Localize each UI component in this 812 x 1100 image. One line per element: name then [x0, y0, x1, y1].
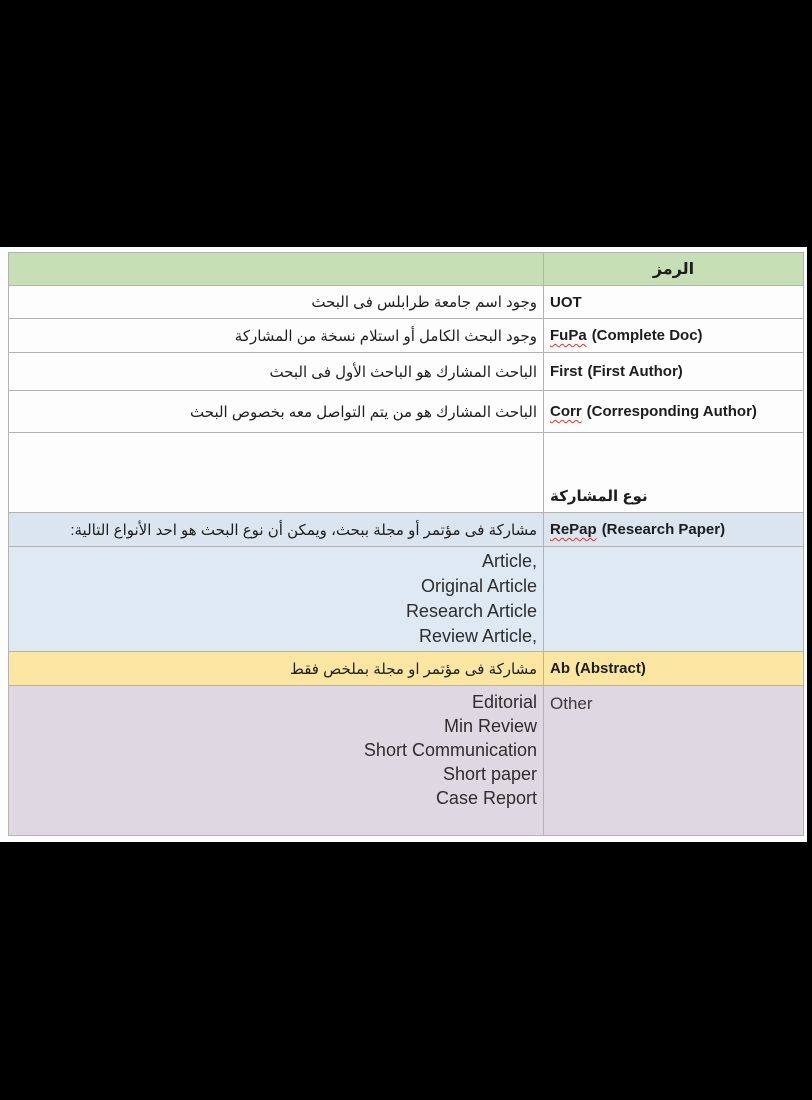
header-code-cell: [544, 253, 804, 286]
code-cell-uot: [544, 286, 804, 319]
other-type-item: Short Communication: [363, 740, 537, 760]
header-row: [9, 253, 804, 286]
desc-cell-repap: [9, 513, 544, 547]
arabic-desc-fupa: وجود البحث الكامل أو استلام نسخة من المشاركة: [234, 327, 537, 345]
desc-cell-other: [9, 686, 544, 836]
desc-cell-uot: [9, 286, 544, 319]
desc-cell-article-types: [9, 547, 544, 652]
header-code-label: الرمز: [652, 261, 695, 278]
code-repap: RePap: [550, 521, 597, 538]
code-cell-article-types: [544, 547, 804, 652]
code-cell-corr: [544, 391, 804, 433]
desc-cell-fupa: [9, 319, 544, 353]
header-desc-cell: [9, 253, 544, 286]
arabic-desc-corr: الباحث المشارك هو من يتم التواصل معه بخصوص البحث: [190, 403, 537, 421]
arabic-desc-uot: وجود اسم جامعة طرابلس فى البحث: [311, 294, 537, 311]
code-corr-desc: (Corresponding Author): [586, 403, 757, 420]
code-first: First: [550, 363, 583, 380]
arabic-desc-first: الباحث المشارك هو الباحث الأول فى البحث: [269, 363, 537, 381]
other-type-item: Short paper: [442, 764, 537, 784]
code-fupa: FuPa: [550, 327, 587, 344]
row-other: [9, 686, 804, 836]
code-cell-repap: [544, 513, 804, 547]
desc-cell-abstract: [9, 652, 544, 686]
code-fupa-desc: (Complete Doc): [591, 327, 703, 344]
code-cell-abstract: [544, 652, 804, 686]
code-repap-desc: (Research Paper): [601, 521, 726, 538]
row-fupa: [9, 319, 804, 353]
other-type-item: Min Review: [443, 716, 537, 736]
code-first-desc: (First Author): [587, 363, 683, 380]
code-cell-participation-type: [544, 433, 804, 513]
row-article-types: [9, 547, 804, 652]
slide-canvas: [0, 247, 807, 842]
participation-type-label: نوع المشاركة: [550, 488, 648, 505]
code-abstract-desc: (Abstract): [575, 660, 646, 677]
article-type-item: Research Article: [405, 601, 537, 621]
desc-cell-participation-type: [9, 433, 544, 513]
article-type-item: Article,: [481, 551, 537, 571]
arabic-desc-abstract: مشاركة فى مؤتمر او مجلة بملخص فقط: [289, 660, 537, 678]
row-abstract: [9, 652, 804, 686]
other-type-item: Case Report: [435, 788, 537, 808]
code-cell-other: [544, 686, 804, 836]
row-first: [9, 353, 804, 391]
code-cell-fupa: [544, 319, 804, 353]
row-corr: [9, 391, 804, 433]
article-type-item: Review Article,: [418, 626, 537, 646]
code-cell-first: [544, 353, 804, 391]
arabic-desc-repap: مشاركة فى مؤتمر أو مجلة ببحث، ويمكن أن نوع البحث هو احد الأنواع التالية:: [70, 521, 537, 539]
row-uot: [9, 286, 804, 319]
other-type-item: Editorial: [471, 692, 537, 712]
code-abstract: Ab: [550, 660, 570, 677]
code-uot: UOT: [550, 293, 582, 311]
desc-cell-corr: [9, 391, 544, 433]
codes-table: [8, 252, 804, 836]
code-other: Other: [550, 694, 593, 713]
code-corr: Corr: [550, 403, 582, 420]
article-type-item: Original Article: [420, 576, 537, 596]
row-participation-type: [9, 433, 804, 513]
desc-cell-first: [9, 353, 544, 391]
row-repap: [9, 513, 804, 547]
